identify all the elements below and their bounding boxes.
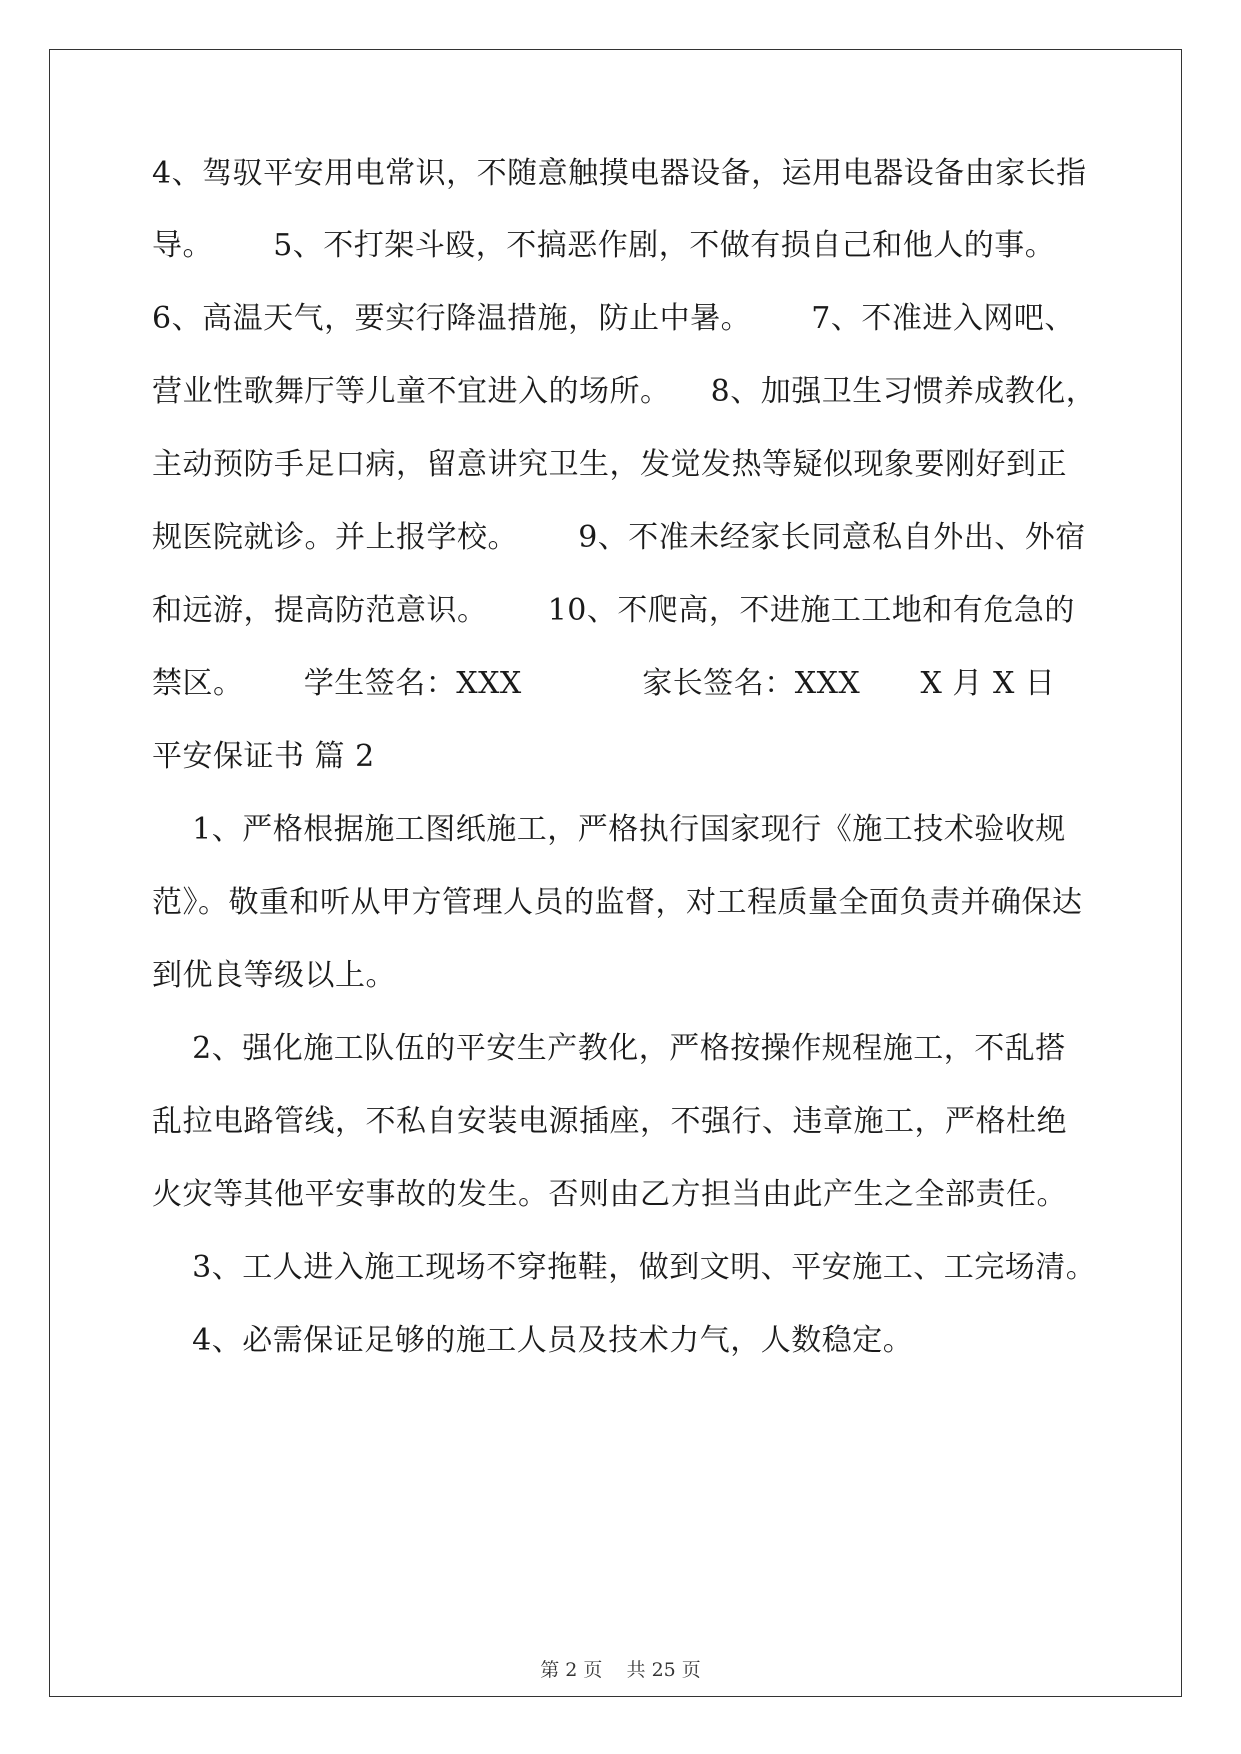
clause-1-line-2: 范》。敬重和听从甲方管理人员的监督，对工程质量全面负责并确保达 xyxy=(152,885,1083,920)
clause-2-line-2: 乱拉电路管线，不私自安装电源插座，不强行、违章施工，严格杜绝 xyxy=(152,1104,1067,1139)
body-line-7: 和远游，提高防范意识。 10、不爬高，不进施工工地和有危急的 xyxy=(152,593,1075,628)
clause-2-line-1: 2、强化施工队伍的平安生产教化，严格按操作规程施工，不乱搭 xyxy=(152,1031,1066,1066)
clause-1-line-3: 到优良等级以上。 xyxy=(152,958,396,993)
body-line-5: 主动预防手足口病，留意讲究卫生，发觉发热等疑似现象要刚好到正 xyxy=(152,447,1067,482)
clause-3-line: 3、工人进入施工现场不穿拖鞋，做到文明、平安施工、工完场清。 xyxy=(152,1250,1097,1285)
clause-1-line-1: 1、严格根据施工图纸施工，严格执行国家现行《施工技术验收规 xyxy=(152,812,1066,847)
page-number: 第 2 页 xyxy=(540,1659,603,1681)
body-line-2: 导。 5、不打架斗殴，不搞恶作剧，不做有损自己和他人的事。 xyxy=(152,228,1056,263)
body-line-4: 营业性歌舞厅等儿童不宜进入的场所。 8、加强卫生习惯养成教化， xyxy=(152,374,1097,409)
page-border xyxy=(49,49,1182,1697)
clause-2-line-3: 火灾等其他平安事故的发生。否则由乙方担当由此产生之全部责任。 xyxy=(152,1177,1067,1212)
body-line-3: 6、高温天气，要实行降温措施，防止中暑。 7、不准进入网吧、 xyxy=(152,301,1075,336)
section-heading: 平安保证书 篇 2 xyxy=(152,739,375,774)
page-total: 共 25 页 xyxy=(626,1659,701,1681)
clause-4-line: 4、必需保证足够的施工人员及技术力气，人数稳定。 xyxy=(152,1323,914,1358)
page-footer xyxy=(0,1655,1241,1682)
body-line-6: 规医院就诊。并上报学校。 9、不准未经家长同意私自外出、外宿 xyxy=(152,520,1086,555)
signature-line: 禁区。 学生签名：XXX 家长签名：XXX X 月 X 日 xyxy=(152,666,1056,701)
body-line-1: 4、驾驭平安用电常识，不随意触摸电器设备，运用电器设备由家长指 xyxy=(152,156,1087,191)
